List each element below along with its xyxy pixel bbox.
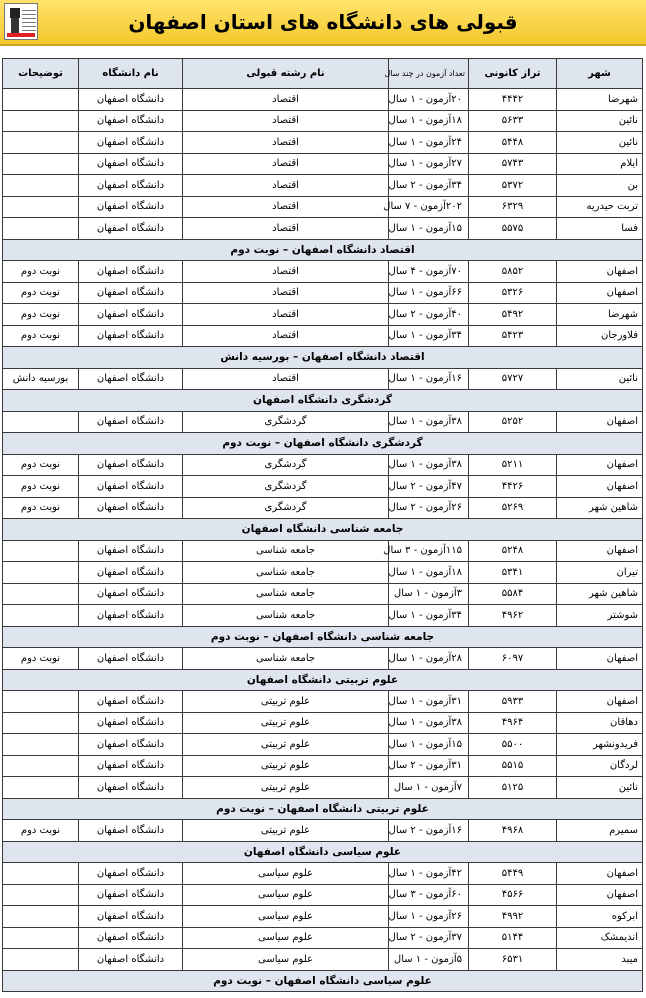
- cell-score: ۵۵۰۰: [469, 734, 557, 756]
- cell-exams: ۱۱۵آزمون - ۳ سال: [389, 540, 469, 562]
- cell-score: ۴۵۶۶: [469, 884, 557, 906]
- cell-university: دانشگاه اصفهان: [79, 562, 183, 584]
- section-heading-row: [3, 970, 643, 992]
- cell-field: جامعه شناسی: [183, 540, 389, 562]
- cell-university: دانشگاه اصفهان: [79, 540, 183, 562]
- header-university: نام دانشگاه: [79, 59, 183, 89]
- table-row: [3, 949, 643, 971]
- cell-exams: ۳۷آزمون - ۲ سال: [389, 927, 469, 949]
- cell-field: گردشگری: [183, 497, 389, 519]
- cell-city: اصفهان: [557, 863, 643, 885]
- cell-exams: ۴۲آزمون - ۱ سال: [389, 863, 469, 885]
- table-row: [3, 411, 643, 433]
- cell-exams: ۴۰آزمون - ۲ سال: [389, 304, 469, 326]
- cell-score: ۵۲۴۸: [469, 540, 557, 562]
- header-city: شهر: [557, 59, 643, 89]
- cell-field: اقتصاد: [183, 153, 389, 175]
- cell-score: ۴۹۶۴: [469, 712, 557, 734]
- table-row: [3, 325, 643, 347]
- table-row: [3, 734, 643, 756]
- cell-notes: [3, 927, 79, 949]
- cell-exams: ۶۶آزمون - ۱ سال: [389, 282, 469, 304]
- header-field: نام رشته قبولی: [183, 59, 389, 89]
- cell-notes: [3, 755, 79, 777]
- cell-notes: نوبت دوم: [3, 476, 79, 498]
- cell-field: علوم تربیتی: [183, 820, 389, 842]
- cell-score: ۵۷۴۳: [469, 153, 557, 175]
- cell-notes: [3, 712, 79, 734]
- section-heading-row: [3, 390, 643, 412]
- section-heading-row: [3, 841, 643, 863]
- cell-university: دانشگاه اصفهان: [79, 304, 183, 326]
- table-row: [3, 454, 643, 476]
- title-banner: [0, 0, 646, 46]
- table-row: [3, 89, 643, 111]
- cell-university: دانشگاه اصفهان: [79, 196, 183, 218]
- cell-city: اصفهان: [557, 691, 643, 713]
- cell-city: تربت حیدریه: [557, 196, 643, 218]
- cell-notes: نوبت دوم: [3, 282, 79, 304]
- cell-city: ایلام: [557, 153, 643, 175]
- cell-notes: [3, 863, 79, 885]
- section-heading: اقتصاد دانشگاه اصفهان – نوبت دوم: [3, 239, 643, 261]
- cell-notes: نوبت دوم: [3, 497, 79, 519]
- cell-exams: ۱۵آزمون - ۱ سال: [389, 218, 469, 240]
- cell-field: علوم تربیتی: [183, 691, 389, 713]
- header-score: تراز کانونی: [469, 59, 557, 89]
- cell-university: دانشگاه اصفهان: [79, 89, 183, 111]
- header-notes: توضیحات: [3, 59, 79, 89]
- cell-score: ۴۹۶۲: [469, 605, 557, 627]
- cell-exams: ۲۰آزمون - ۱ سال: [389, 89, 469, 111]
- cell-city: شوشتر: [557, 605, 643, 627]
- table-row: [3, 497, 643, 519]
- section-heading: علوم تربیتی دانشگاه اصفهان – نوبت دوم: [3, 798, 643, 820]
- table-row: [3, 304, 643, 326]
- cell-exams: ۲۶آزمون - ۱ سال: [389, 906, 469, 928]
- header-exams: تعداد آزمون در چند سال: [389, 59, 469, 89]
- cell-score: ۵۳۷۲: [469, 175, 557, 197]
- cell-city: شهرضا: [557, 304, 643, 326]
- section-heading: علوم سیاسی دانشگاه اصفهان: [3, 841, 643, 863]
- table-row: [3, 282, 643, 304]
- cell-city: نائین: [557, 368, 643, 390]
- section-heading: علوم سیاسی دانشگاه اصفهان – نوبت دوم: [3, 970, 643, 992]
- cell-field: علوم تربیتی: [183, 734, 389, 756]
- cell-city: بن: [557, 175, 643, 197]
- table-header-row: [3, 59, 643, 89]
- cell-field: اقتصاد: [183, 196, 389, 218]
- cell-city: شهرضا: [557, 89, 643, 111]
- cell-notes: [3, 218, 79, 240]
- table-row: [3, 777, 643, 799]
- cell-exams: ۲۷آزمون - ۱ سال: [389, 153, 469, 175]
- cell-notes: [3, 196, 79, 218]
- cell-notes: [3, 175, 79, 197]
- cell-score: ۵۴۲۳: [469, 325, 557, 347]
- cell-field: گردشگری: [183, 411, 389, 433]
- cell-field: اقتصاد: [183, 175, 389, 197]
- section-heading-row: [3, 433, 643, 455]
- cell-city: فریدونشهر: [557, 734, 643, 756]
- cell-university: دانشگاه اصفهان: [79, 949, 183, 971]
- cell-university: دانشگاه اصفهان: [79, 368, 183, 390]
- cell-notes: [3, 884, 79, 906]
- cell-exams: ۳۸آزمون - ۱ سال: [389, 411, 469, 433]
- cell-field: اقتصاد: [183, 89, 389, 111]
- cell-notes: نوبت دوم: [3, 325, 79, 347]
- cell-university: دانشگاه اصفهان: [79, 906, 183, 928]
- table-row: [3, 540, 643, 562]
- cell-city: اصفهان: [557, 411, 643, 433]
- cell-notes: [3, 110, 79, 132]
- cell-exams: ۱۶آزمون - ۲ سال: [389, 820, 469, 842]
- cell-field: جامعه شناسی: [183, 605, 389, 627]
- cell-score: ۵۲۱۱: [469, 454, 557, 476]
- cell-notes: نوبت دوم: [3, 820, 79, 842]
- cell-score: ۴۹۹۲: [469, 906, 557, 928]
- cell-city: اصفهان: [557, 261, 643, 283]
- cell-notes: [3, 777, 79, 799]
- table-row: [3, 562, 643, 584]
- cell-score: ۵۳۲۶: [469, 282, 557, 304]
- cell-city: شاهین شهر: [557, 583, 643, 605]
- cell-city: دهاقان: [557, 712, 643, 734]
- table-row: [3, 927, 643, 949]
- section-heading-row: [3, 347, 643, 369]
- table-row: [3, 820, 643, 842]
- cell-exams: ۱۶آزمون - ۱ سال: [389, 368, 469, 390]
- cell-notes: نوبت دوم: [3, 261, 79, 283]
- cell-notes: [3, 153, 79, 175]
- section-heading: گردشگری دانشگاه اصفهان: [3, 390, 643, 412]
- table-row: [3, 196, 643, 218]
- cell-score: ۴۴۲۶: [469, 476, 557, 498]
- table-row: [3, 648, 643, 670]
- cell-notes: [3, 411, 79, 433]
- section-heading: گردشگری دانشگاه اصفهان – نوبت دوم: [3, 433, 643, 455]
- table-row: [3, 153, 643, 175]
- cell-notes: بورسیه دانش: [3, 368, 79, 390]
- cell-city: تیران: [557, 562, 643, 584]
- cell-field: گردشگری: [183, 476, 389, 498]
- cell-exams: ۳۴آزمون - ۱ سال: [389, 325, 469, 347]
- cell-city: فلاورجان: [557, 325, 643, 347]
- cell-score: ۵۴۹۲: [469, 304, 557, 326]
- cell-field: علوم سیاسی: [183, 927, 389, 949]
- cell-notes: [3, 691, 79, 713]
- section-heading: علوم تربیتی دانشگاه اصفهان: [3, 669, 643, 691]
- cell-city: اصفهان: [557, 648, 643, 670]
- cell-city: سمیرم: [557, 820, 643, 842]
- cell-exams: ۳۴آزمون - ۱ سال: [389, 605, 469, 627]
- cell-notes: نوبت دوم: [3, 304, 79, 326]
- cell-field: علوم سیاسی: [183, 906, 389, 928]
- cell-field: اقتصاد: [183, 368, 389, 390]
- cell-notes: [3, 949, 79, 971]
- cell-city: اصفهان: [557, 454, 643, 476]
- table-row: [3, 175, 643, 197]
- cell-score: ۵۲۵۲: [469, 411, 557, 433]
- cell-notes: [3, 562, 79, 584]
- cell-field: اقتصاد: [183, 132, 389, 154]
- cell-university: دانشگاه اصفهان: [79, 282, 183, 304]
- cell-score: ۶۳۲۹: [469, 196, 557, 218]
- table-row: [3, 884, 643, 906]
- cell-field: جامعه شناسی: [183, 583, 389, 605]
- cell-exams: ۳۸آزمون - ۱ سال: [389, 712, 469, 734]
- cell-university: دانشگاه اصفهان: [79, 132, 183, 154]
- cell-exams: ۷۰آزمون - ۴ سال: [389, 261, 469, 283]
- cell-university: دانشگاه اصفهان: [79, 755, 183, 777]
- cell-city: اصفهان: [557, 476, 643, 498]
- cell-field: علوم سیاسی: [183, 884, 389, 906]
- table-row: [3, 261, 643, 283]
- cell-field: جامعه شناسی: [183, 562, 389, 584]
- cell-university: دانشگاه اصفهان: [79, 153, 183, 175]
- cell-university: دانشگاه اصفهان: [79, 218, 183, 240]
- cell-university: دانشگاه اصفهان: [79, 648, 183, 670]
- table-row: [3, 218, 643, 240]
- section-heading: جامعه شناسی دانشگاه اصفهان – نوبت دوم: [3, 626, 643, 648]
- cell-exams: ۶۰آزمون - ۳ سال: [389, 884, 469, 906]
- section-heading-row: [3, 519, 643, 541]
- cell-university: دانشگاه اصفهان: [79, 454, 183, 476]
- cell-notes: [3, 605, 79, 627]
- cell-university: دانشگاه اصفهان: [79, 583, 183, 605]
- cell-city: نائین: [557, 777, 643, 799]
- cell-city: ابرکوه: [557, 906, 643, 928]
- section-heading: اقتصاد دانشگاه اصفهان – بورسیه دانش: [3, 347, 643, 369]
- cell-city: میبد: [557, 949, 643, 971]
- cell-score: ۵۹۳۳: [469, 691, 557, 713]
- cell-university: دانشگاه اصفهان: [79, 261, 183, 283]
- cell-exams: ۲۰۲آزمون - ۷ سال: [389, 196, 469, 218]
- cell-city: لردگان: [557, 755, 643, 777]
- cell-field: علوم تربیتی: [183, 777, 389, 799]
- cell-field: اقتصاد: [183, 261, 389, 283]
- section-heading-row: [3, 626, 643, 648]
- cell-city: اندیمشک: [557, 927, 643, 949]
- cell-score: ۵۵۱۵: [469, 755, 557, 777]
- cell-university: دانشگاه اصفهان: [79, 734, 183, 756]
- cell-exams: ۱۸آزمون - ۱ سال: [389, 562, 469, 584]
- cell-exams: ۲۸آزمون - ۱ سال: [389, 648, 469, 670]
- cell-exams: ۱۵آزمون - ۱ سال: [389, 734, 469, 756]
- cell-exams: ۲۶آزمون - ۲ سال: [389, 497, 469, 519]
- cell-exams: ۵آزمون - ۱ سال: [389, 949, 469, 971]
- cell-field: جامعه شناسی: [183, 648, 389, 670]
- cell-score: ۵۱۲۵: [469, 777, 557, 799]
- cell-score: ۵۴۴۸: [469, 132, 557, 154]
- logo-icon: [4, 3, 38, 40]
- cell-university: دانشگاه اصفهان: [79, 175, 183, 197]
- cell-score: ۵۴۴۹: [469, 863, 557, 885]
- section-heading-row: [3, 669, 643, 691]
- table-row: [3, 712, 643, 734]
- cell-exams: ۳۱آزمون - ۲ سال: [389, 755, 469, 777]
- cell-score: ۶۰۹۷: [469, 648, 557, 670]
- cell-field: گردشگری: [183, 454, 389, 476]
- table-row: [3, 691, 643, 713]
- cell-city: نائین: [557, 132, 643, 154]
- cell-score: ۶۵۳۱: [469, 949, 557, 971]
- cell-university: دانشگاه اصفهان: [79, 820, 183, 842]
- cell-field: اقتصاد: [183, 304, 389, 326]
- admissions-table: [2, 58, 643, 992]
- cell-university: دانشگاه اصفهان: [79, 927, 183, 949]
- section-heading: جامعه شناسی دانشگاه اصفهان: [3, 519, 643, 541]
- cell-university: دانشگاه اصفهان: [79, 691, 183, 713]
- cell-university: دانشگاه اصفهان: [79, 884, 183, 906]
- table-row: [3, 110, 643, 132]
- section-heading-row: [3, 239, 643, 261]
- cell-field: علوم تربیتی: [183, 712, 389, 734]
- cell-city: اصفهان: [557, 540, 643, 562]
- table-row: [3, 906, 643, 928]
- cell-exams: ۴۷آزمون - ۲ سال: [389, 476, 469, 498]
- cell-university: دانشگاه اصفهان: [79, 110, 183, 132]
- cell-exams: ۳۱آزمون - ۱ سال: [389, 691, 469, 713]
- cell-exams: ۳آزمون - ۱ سال: [389, 583, 469, 605]
- table-row: [3, 755, 643, 777]
- cell-exams: ۱۸آزمون - ۱ سال: [389, 110, 469, 132]
- cell-exams: ۲۴آزمون - ۱ سال: [389, 132, 469, 154]
- cell-university: دانشگاه اصفهان: [79, 476, 183, 498]
- cell-university: دانشگاه اصفهان: [79, 325, 183, 347]
- cell-score: ۵۶۳۳: [469, 110, 557, 132]
- cell-score: ۴۴۴۲: [469, 89, 557, 111]
- cell-field: علوم سیاسی: [183, 863, 389, 885]
- cell-score: ۵۲۶۹: [469, 497, 557, 519]
- cell-field: اقتصاد: [183, 218, 389, 240]
- cell-city: اصفهان: [557, 282, 643, 304]
- table-row: [3, 605, 643, 627]
- table-row: [3, 863, 643, 885]
- cell-notes: [3, 734, 79, 756]
- cell-field: علوم تربیتی: [183, 755, 389, 777]
- table-row: [3, 132, 643, 154]
- cell-score: ۵۱۴۴: [469, 927, 557, 949]
- cell-exams: ۷آزمون - ۱ سال: [389, 777, 469, 799]
- cell-notes: نوبت دوم: [3, 648, 79, 670]
- cell-city: شاهین شهر: [557, 497, 643, 519]
- section-heading-row: [3, 798, 643, 820]
- page-title: قبولی های دانشگاه های استان اصفهان: [128, 10, 518, 34]
- table-row: [3, 476, 643, 498]
- table-row: [3, 368, 643, 390]
- cell-notes: [3, 906, 79, 928]
- cell-university: دانشگاه اصفهان: [79, 863, 183, 885]
- cell-university: دانشگاه اصفهان: [79, 411, 183, 433]
- cell-city: فسا: [557, 218, 643, 240]
- cell-university: دانشگاه اصفهان: [79, 777, 183, 799]
- cell-university: دانشگاه اصفهان: [79, 605, 183, 627]
- cell-exams: ۳۴آزمون - ۲ سال: [389, 175, 469, 197]
- cell-exams: ۳۸آزمون - ۱ سال: [389, 454, 469, 476]
- cell-city: نائین: [557, 110, 643, 132]
- cell-field: علوم سیاسی: [183, 949, 389, 971]
- cell-score: ۵۵۸۴: [469, 583, 557, 605]
- cell-notes: [3, 132, 79, 154]
- cell-notes: نوبت دوم: [3, 454, 79, 476]
- table-body: [3, 89, 643, 992]
- cell-notes: [3, 583, 79, 605]
- cell-city: اصفهان: [557, 884, 643, 906]
- cell-field: اقتصاد: [183, 282, 389, 304]
- cell-score: ۵۳۴۱: [469, 562, 557, 584]
- cell-score: ۵۸۵۲: [469, 261, 557, 283]
- cell-score: ۴۹۶۸: [469, 820, 557, 842]
- cell-field: اقتصاد: [183, 110, 389, 132]
- table-row: [3, 583, 643, 605]
- cell-university: دانشگاه اصفهان: [79, 497, 183, 519]
- cell-field: اقتصاد: [183, 325, 389, 347]
- cell-notes: [3, 89, 79, 111]
- cell-score: ۵۷۲۷: [469, 368, 557, 390]
- cell-score: ۵۵۷۵: [469, 218, 557, 240]
- cell-notes: [3, 540, 79, 562]
- cell-university: دانشگاه اصفهان: [79, 712, 183, 734]
